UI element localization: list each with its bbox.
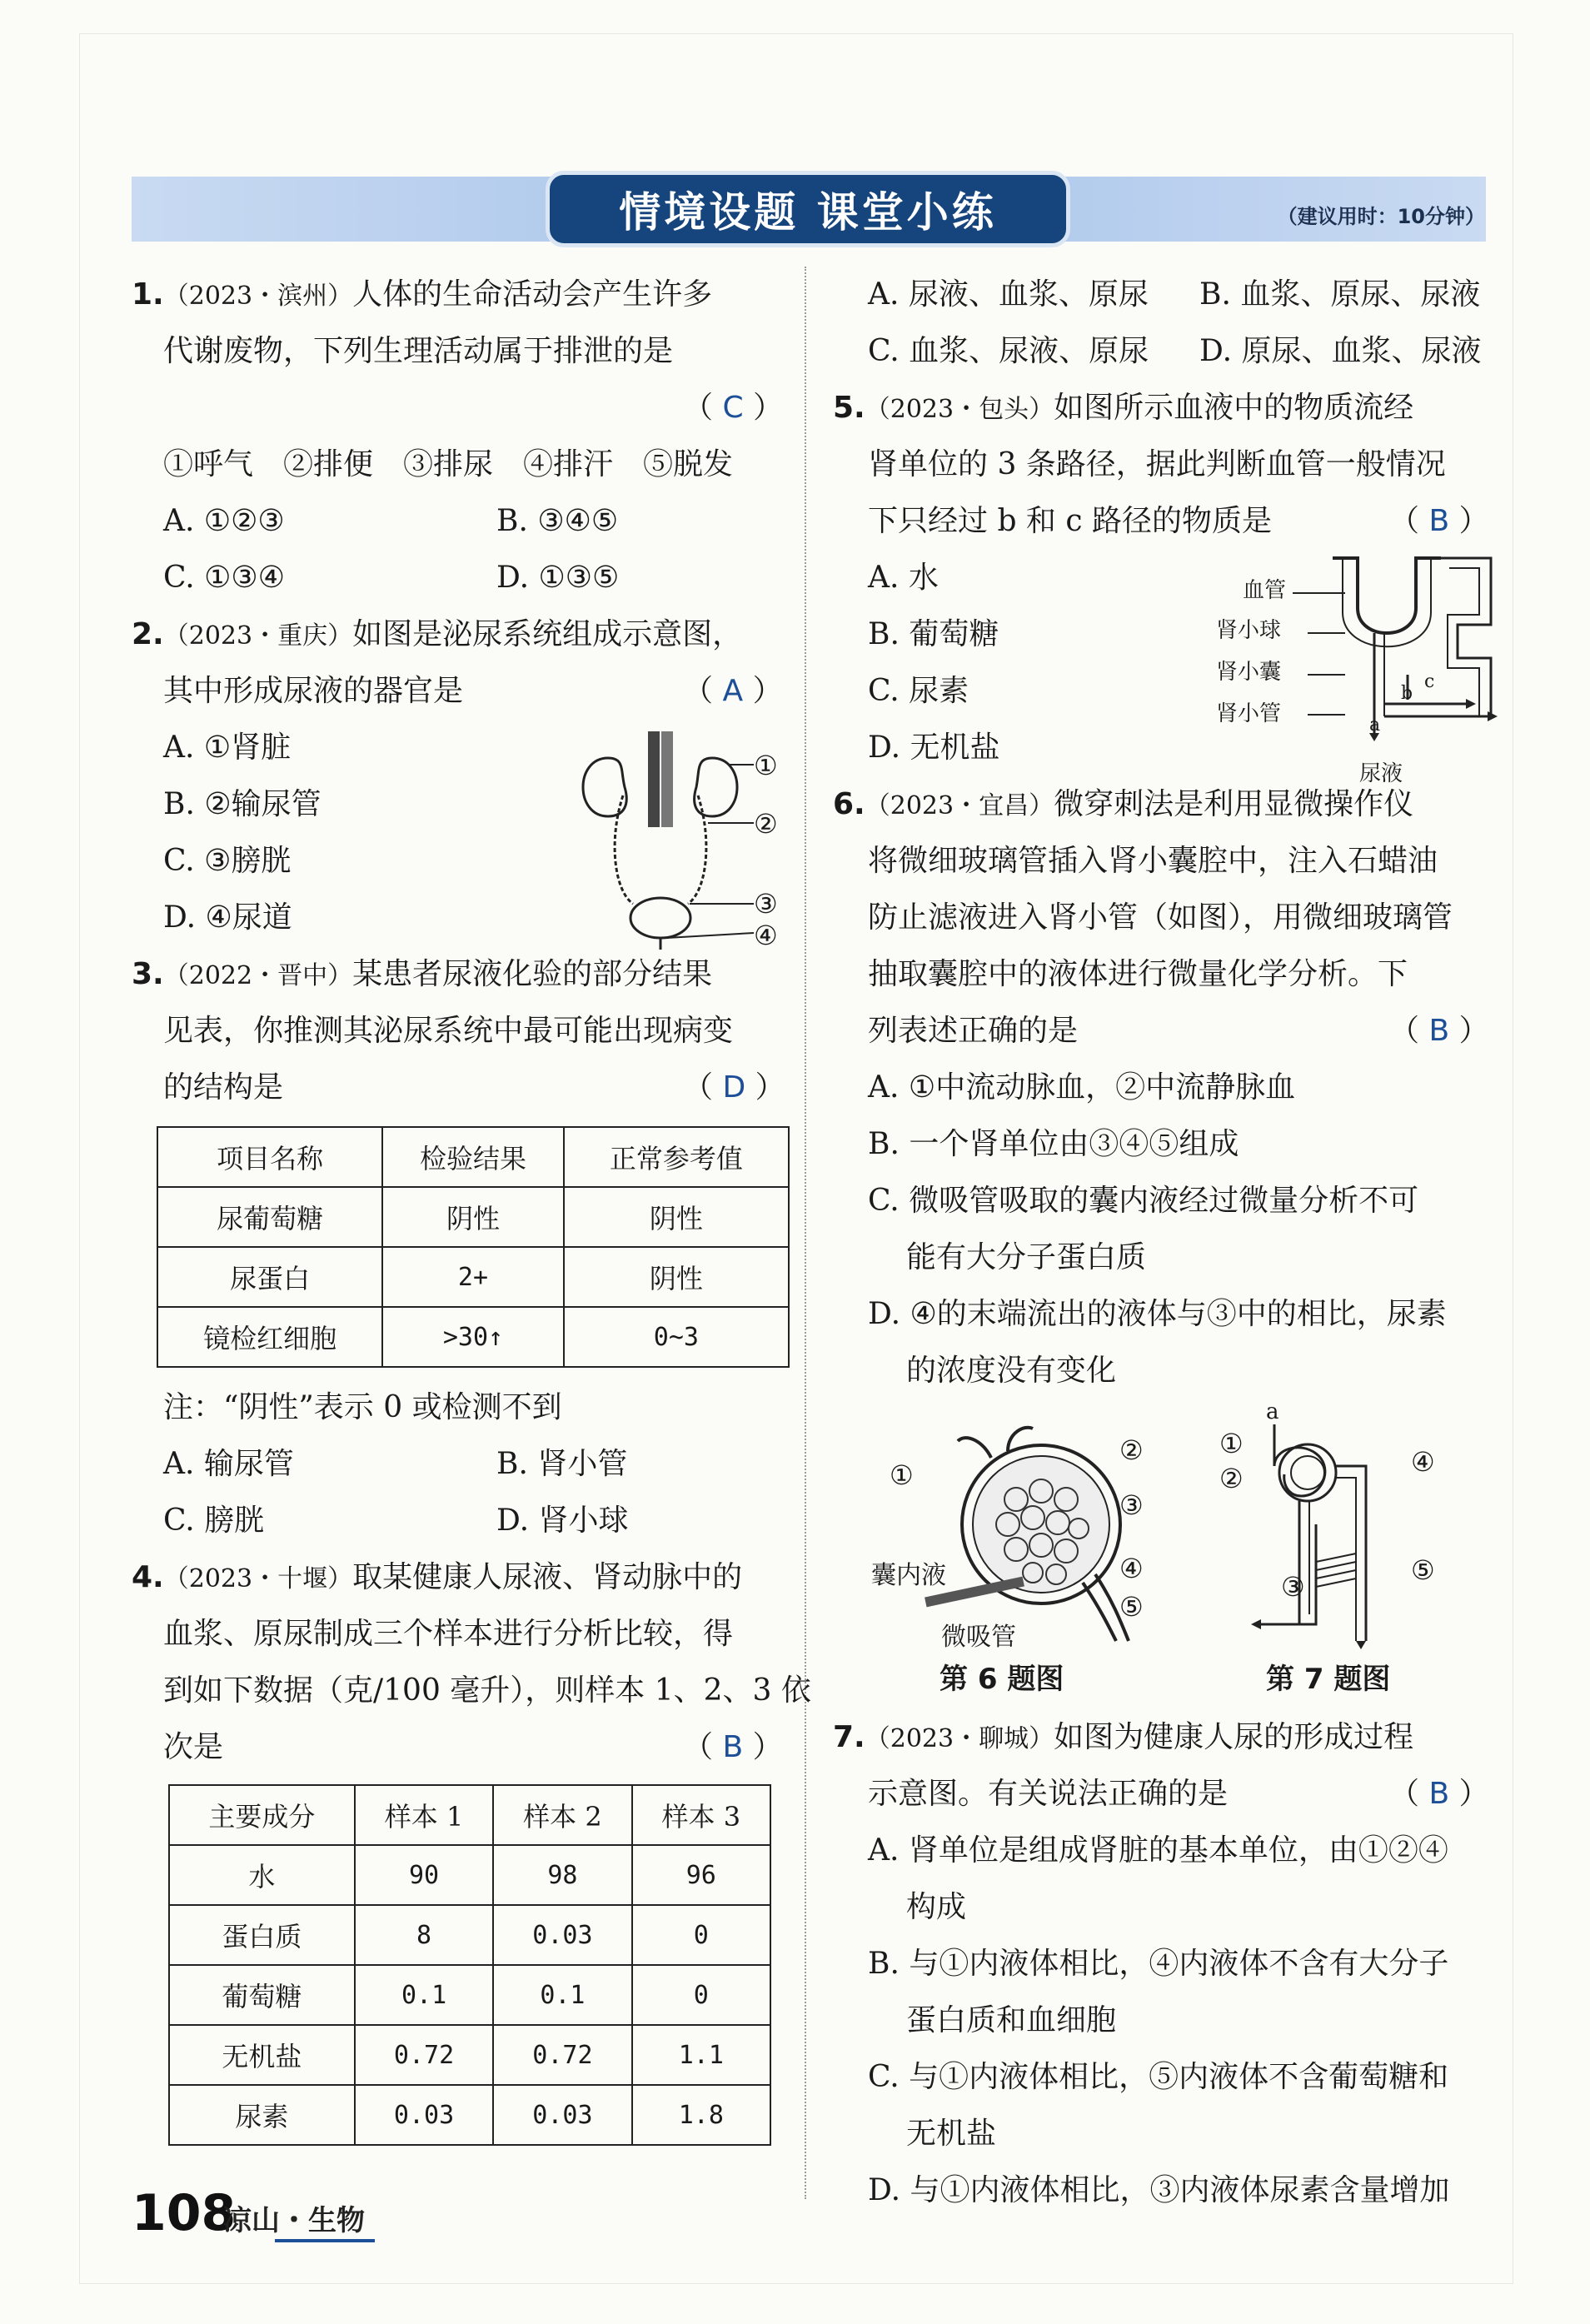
fig7-label-1: ① (1219, 1428, 1244, 1459)
q6-opt-a: A. ①中流动脉血，②中流静脉血 (868, 1070, 1296, 1105)
table-row: 尿蛋白 2+ 阴性 (157, 1247, 789, 1307)
q2-line1: 2.（2023・重庆）如图是泌尿系统组成示意图， (132, 617, 743, 651)
fig5-label-b: b (1401, 683, 1413, 704)
q3-line2: 见表，你推测其泌尿系统中最可能出现病变 (163, 1014, 734, 1048)
q7-answer: （ B ） (1389, 1777, 1489, 1811)
q3-line3: 的结构是 (163, 1070, 284, 1105)
q1-opt-a: A. ①②③ (163, 504, 285, 538)
q6-opt-d: D. ④的末端流出的液体与③中的相比，尿素 (868, 1297, 1447, 1331)
q7-line2: 示意图。有关说法正确的是 (868, 1777, 1229, 1811)
table-row: 镜检红细胞 >30↑ 0~3 (157, 1307, 789, 1367)
q6-answer: （ B ） (1389, 1014, 1489, 1048)
q1-opt-c: C. ①③④ (163, 561, 285, 595)
nephron-pathway-figure (1324, 550, 1508, 741)
fig6-label-1: ① (890, 1459, 914, 1491)
q7-opt-a: A. 肾单位是组成肾脏的基本单位，由①②④ (868, 1833, 1448, 1868)
table-row: 蛋白质 8 0.03 0 (169, 1905, 770, 1965)
q6-opt-b: B. 一个肾单位由③④⑤组成 (868, 1127, 1239, 1161)
footer-subject: 凉山・生物 (223, 2204, 365, 2237)
fig5-leaders (1266, 583, 1349, 716)
q6-line2: 将微细玻璃管插入肾小囊腔中，注入石蜡油 (868, 844, 1438, 878)
fig2-label-1: ① (754, 750, 778, 781)
table-row: 水 90 98 96 (169, 1845, 770, 1905)
fig7-label-2: ② (1219, 1463, 1244, 1494)
q3-opt-c: C. 膀胱 (163, 1504, 265, 1538)
fig7-label-3: ③ (1281, 1571, 1305, 1603)
q5-opt-a: A. 水 (868, 561, 939, 595)
q1-answer: （ C ） (683, 391, 784, 425)
table-row: 尿葡萄糖 阴性 阴性 (157, 1187, 789, 1247)
q1-items: ①呼气 ②排便 ③排尿 ④排汗 ⑤脱发 (163, 447, 734, 481)
fig5-label-urine: 尿液 (1359, 761, 1403, 786)
fig6-label-micropipette: 微吸管 (941, 1623, 1016, 1652)
fig2-label-3: ③ (754, 888, 778, 920)
fig7-label-a: a (1266, 1399, 1279, 1424)
q5-line1: 5.（2023・包头）如图所示血液中的物质流经 (833, 391, 1414, 425)
q3-header: 检验结果 (382, 1127, 564, 1187)
q3-opt-b: B. 肾小管 (496, 1447, 628, 1481)
q6-opt-d-cont: 的浓度没有变化 (906, 1354, 1117, 1388)
fig7-label-4: ④ (1411, 1446, 1435, 1478)
q7-opt-b: B. 与①内液体相比，④内液体不含有大分子 (868, 1947, 1449, 1981)
q4-opt-c: C. 血浆、尿液、原尿 (868, 334, 1149, 368)
q7-line1: 7.（2023・聊城）如图为健康人尿的形成过程 (833, 1720, 1414, 1754)
q3-opt-a: A. 输尿管 (163, 1447, 294, 1481)
q3-header: 正常参考值 (564, 1127, 789, 1187)
q6-opt-c-cont: 能有大分子蛋白质 (906, 1240, 1147, 1274)
fig7-label-5: ⑤ (1411, 1554, 1435, 1586)
fig6-label-capsule-fluid: 囊内液 (871, 1561, 946, 1590)
q2-opt-d: D. ④尿道 (163, 900, 292, 935)
q3-opt-d: D. 肾小球 (496, 1504, 629, 1538)
page-number: 108 (132, 2184, 237, 2242)
q5-line2: 肾单位的 3 条路径，据此判断血管一般情况 (868, 447, 1446, 481)
section-title: 情境设题 课堂小练 (546, 171, 1070, 247)
q5-opt-c: C. 尿素 (868, 674, 969, 708)
fig7-caption: 第 7 题图 (1266, 1663, 1391, 1696)
fig6-label-2: ② (1119, 1434, 1144, 1466)
q4-table: 主要成分 样本 1 样本 2 样本 3 水 90 98 96 蛋白质 8 0.03 0 葡萄糖 0.1 0.1 0 无机盐 0.72 0.72 1.1 尿素 0.03 0.03 1.8 (168, 1784, 771, 2146)
q5-line3: 下只经过 b 和 c 路径的物质是 (868, 504, 1272, 538)
time-hint: （建议用时：10分钟） (1277, 205, 1485, 228)
q4-line2: 血浆、原尿制成三个样本进行分析比较，得 (163, 1617, 734, 1651)
footer-accent-rule (275, 2239, 375, 2242)
table-row: 尿素 0.03 0.03 1.8 (169, 2085, 770, 2145)
fig5-label-tubule: 肾小管 (1216, 701, 1282, 726)
q1-line1: 1.（2023・滨州）人体的生命活动会产生许多 (132, 277, 713, 312)
q4-line4: 次是 (163, 1730, 224, 1764)
q6-opt-c: C. 微吸管吸取的囊内液经过微量分析不可 (868, 1184, 1419, 1218)
table-row: 无机盐 0.72 0.72 1.1 (169, 2025, 770, 2085)
q3-table (157, 1126, 790, 1368)
q4-answer: （ B ） (683, 1730, 783, 1764)
q7-opt-d: D. 与①内液体相比，③内液体尿素含量增加 (868, 2173, 1450, 2207)
q4-line3: 到如下数据（克/100 毫升），则样本 1、2、3 依 (163, 1673, 811, 1708)
fig5-label-a: a (1369, 715, 1381, 736)
q7-opt-b-cont: 蛋白质和血细胞 (906, 2003, 1117, 2037)
fig6-label-3: ③ (1119, 1489, 1144, 1521)
q6-line4: 抽取囊腔中的液体进行微量化学分析。下 (868, 957, 1408, 991)
fig2-label-4: ④ (754, 920, 778, 951)
fig5-label-vessel: 血管 (1243, 578, 1287, 603)
q7-opt-c-cont: 无机盐 (906, 2117, 997, 2151)
fig6-caption: 第 6 题图 (940, 1663, 1064, 1696)
fig5-label-capsule: 肾小囊 (1216, 660, 1282, 685)
q1-line2: 代谢废物，下列生理活动属于排泄的是 (163, 334, 674, 368)
fig2-label-2: ② (754, 808, 778, 840)
table-row: 葡萄糖 0.1 0.1 0 (169, 1965, 770, 2025)
q3-line1: 3.（2022・晋中）某患者尿液化验的部分结果 (132, 957, 713, 991)
q1-opt-d: D. ①③⑤ (496, 561, 620, 595)
q3-header: 项目名称 (157, 1127, 382, 1187)
q5-opt-b: B. 葡萄糖 (868, 617, 999, 651)
column-divider (805, 267, 806, 2199)
urine-formation-figure (1241, 1416, 1424, 1649)
q2-opt-a: A. ①肾脏 (163, 731, 292, 765)
q4-opt-a: A. 尿液、血浆、原尿 (868, 277, 1149, 312)
q4-opt-d: D. 原尿、血浆、尿液 (1199, 334, 1482, 368)
q3-note: 注：“阴性”表示 0 或检测不到 (163, 1390, 562, 1424)
fig5-label-glomerulus: 肾小球 (1216, 618, 1282, 643)
q1-opt-b: B. ③④⑤ (496, 504, 619, 538)
q2-answer: （ A ） (683, 674, 783, 708)
q4-line1: 4.（2023・十堰）取某健康人尿液、肾动脉中的 (132, 1560, 743, 1594)
q7-opt-c: C. 与①内液体相比，⑤内液体不含葡萄糖和 (868, 2060, 1449, 2094)
q2-opt-b: B. ②输尿管 (163, 787, 321, 821)
fig6-label-4: ④ (1119, 1553, 1144, 1584)
q5-opt-d: D. 无机盐 (868, 731, 1000, 765)
q5-answer: （ B ） (1389, 504, 1489, 538)
q6-line1: 6.（2023・宜昌）微穿刺法是利用显微操作仪 (833, 787, 1414, 821)
q4-opt-b: B. 血浆、原尿、尿液 (1199, 277, 1481, 312)
q2-opt-c: C. ③膀胱 (163, 844, 292, 878)
q6-line5: 列表述正确的是 (868, 1014, 1079, 1048)
fig6-label-5: ⑤ (1119, 1591, 1144, 1623)
q2-line2: 其中形成尿液的器官是 (163, 674, 464, 708)
q3-answer: （ D ） (683, 1070, 785, 1105)
q7-opt-a-cont: 构成 (906, 1890, 967, 1924)
fig5-label-c: c (1424, 671, 1435, 692)
q6-line3: 防止滤液进入肾小管（如图），用微细玻璃管 (868, 900, 1453, 935)
